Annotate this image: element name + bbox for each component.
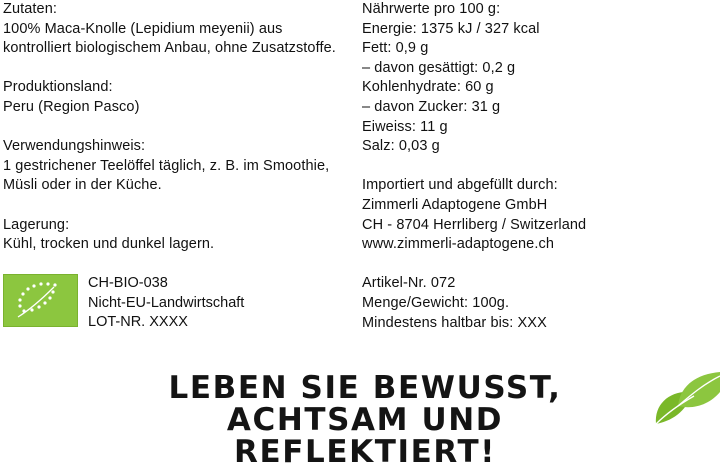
slogan-line-2: ACHTSAM UND REFLEKTIERT!	[226, 402, 504, 470]
ingredients-line: 100% Maca-Knolle (Lepidium meyenii) aus	[3, 20, 283, 37]
article-best-before: Mindestens haltbar bis: XXX	[362, 314, 547, 331]
nutrition-line: Kohlenhydrate: 60 g	[362, 79, 494, 96]
article-weight: Menge/Gewicht: 100g.	[362, 294, 510, 311]
certification-code: CH-BIO-038	[88, 275, 168, 291]
importer-website: www.zimmerli-adaptogene.ch	[362, 236, 554, 253]
usage-heading: Verwendungshinweis:	[3, 138, 146, 155]
slogan-line-1: LEBEN SIE BEWUSST,	[168, 370, 562, 406]
lot-number: LOT-NR. XXXX	[88, 314, 188, 331]
origin-heading: Produktionsland:	[3, 79, 113, 96]
origin-line: Peru (Region Pasco)	[3, 98, 140, 115]
nutrition-line: Eiweiss: 11 g	[362, 118, 448, 135]
nutrition-line: Fett: 0,9 g	[362, 40, 429, 57]
ingredients-line: kontrolliert biologischem Anbau, ohne Zusatzstoffe.	[3, 40, 336, 57]
nutrition-line: Energie: 1375 kJ / 327 kcal	[362, 20, 540, 37]
green-leaf-icon	[648, 368, 720, 428]
importer-line: CH - 8704 Herrliberg / Switzerland	[362, 216, 587, 233]
storage-line: Kühl, trocken und dunkel lagern.	[3, 236, 215, 253]
usage-line: Müsli oder in der Küche.	[3, 177, 162, 194]
storage-heading: Lagerung:	[3, 216, 70, 233]
nutrition-line: – davon Zucker: 31 g	[362, 98, 501, 115]
certification-info	[88, 274, 244, 333]
slogan	[150, 372, 580, 468]
left-column	[3, 0, 353, 255]
nutrition-heading: Nährwerte pro 100 g:	[362, 1, 501, 17]
certification-origin: Nicht-EU-Landwirtschaft	[88, 294, 245, 311]
importer-heading: Importiert und abgefüllt durch:	[362, 177, 558, 194]
right-column	[362, 0, 712, 333]
eu-organic-logo-icon	[3, 274, 78, 327]
nutrition-line: Salz: 0,03 g	[362, 138, 440, 155]
importer-line: Zimmerli Adaptogene GmbH	[362, 196, 548, 213]
ingredients-heading: Zutaten:	[3, 1, 57, 17]
article-number: Artikel-Nr. 072	[362, 275, 456, 292]
usage-line: 1 gestrichener Teelöffel täglich, z. B. im Smoothie,	[3, 157, 330, 174]
nutrition-line: – davon gesättigt: 0,2 g	[362, 59, 516, 76]
